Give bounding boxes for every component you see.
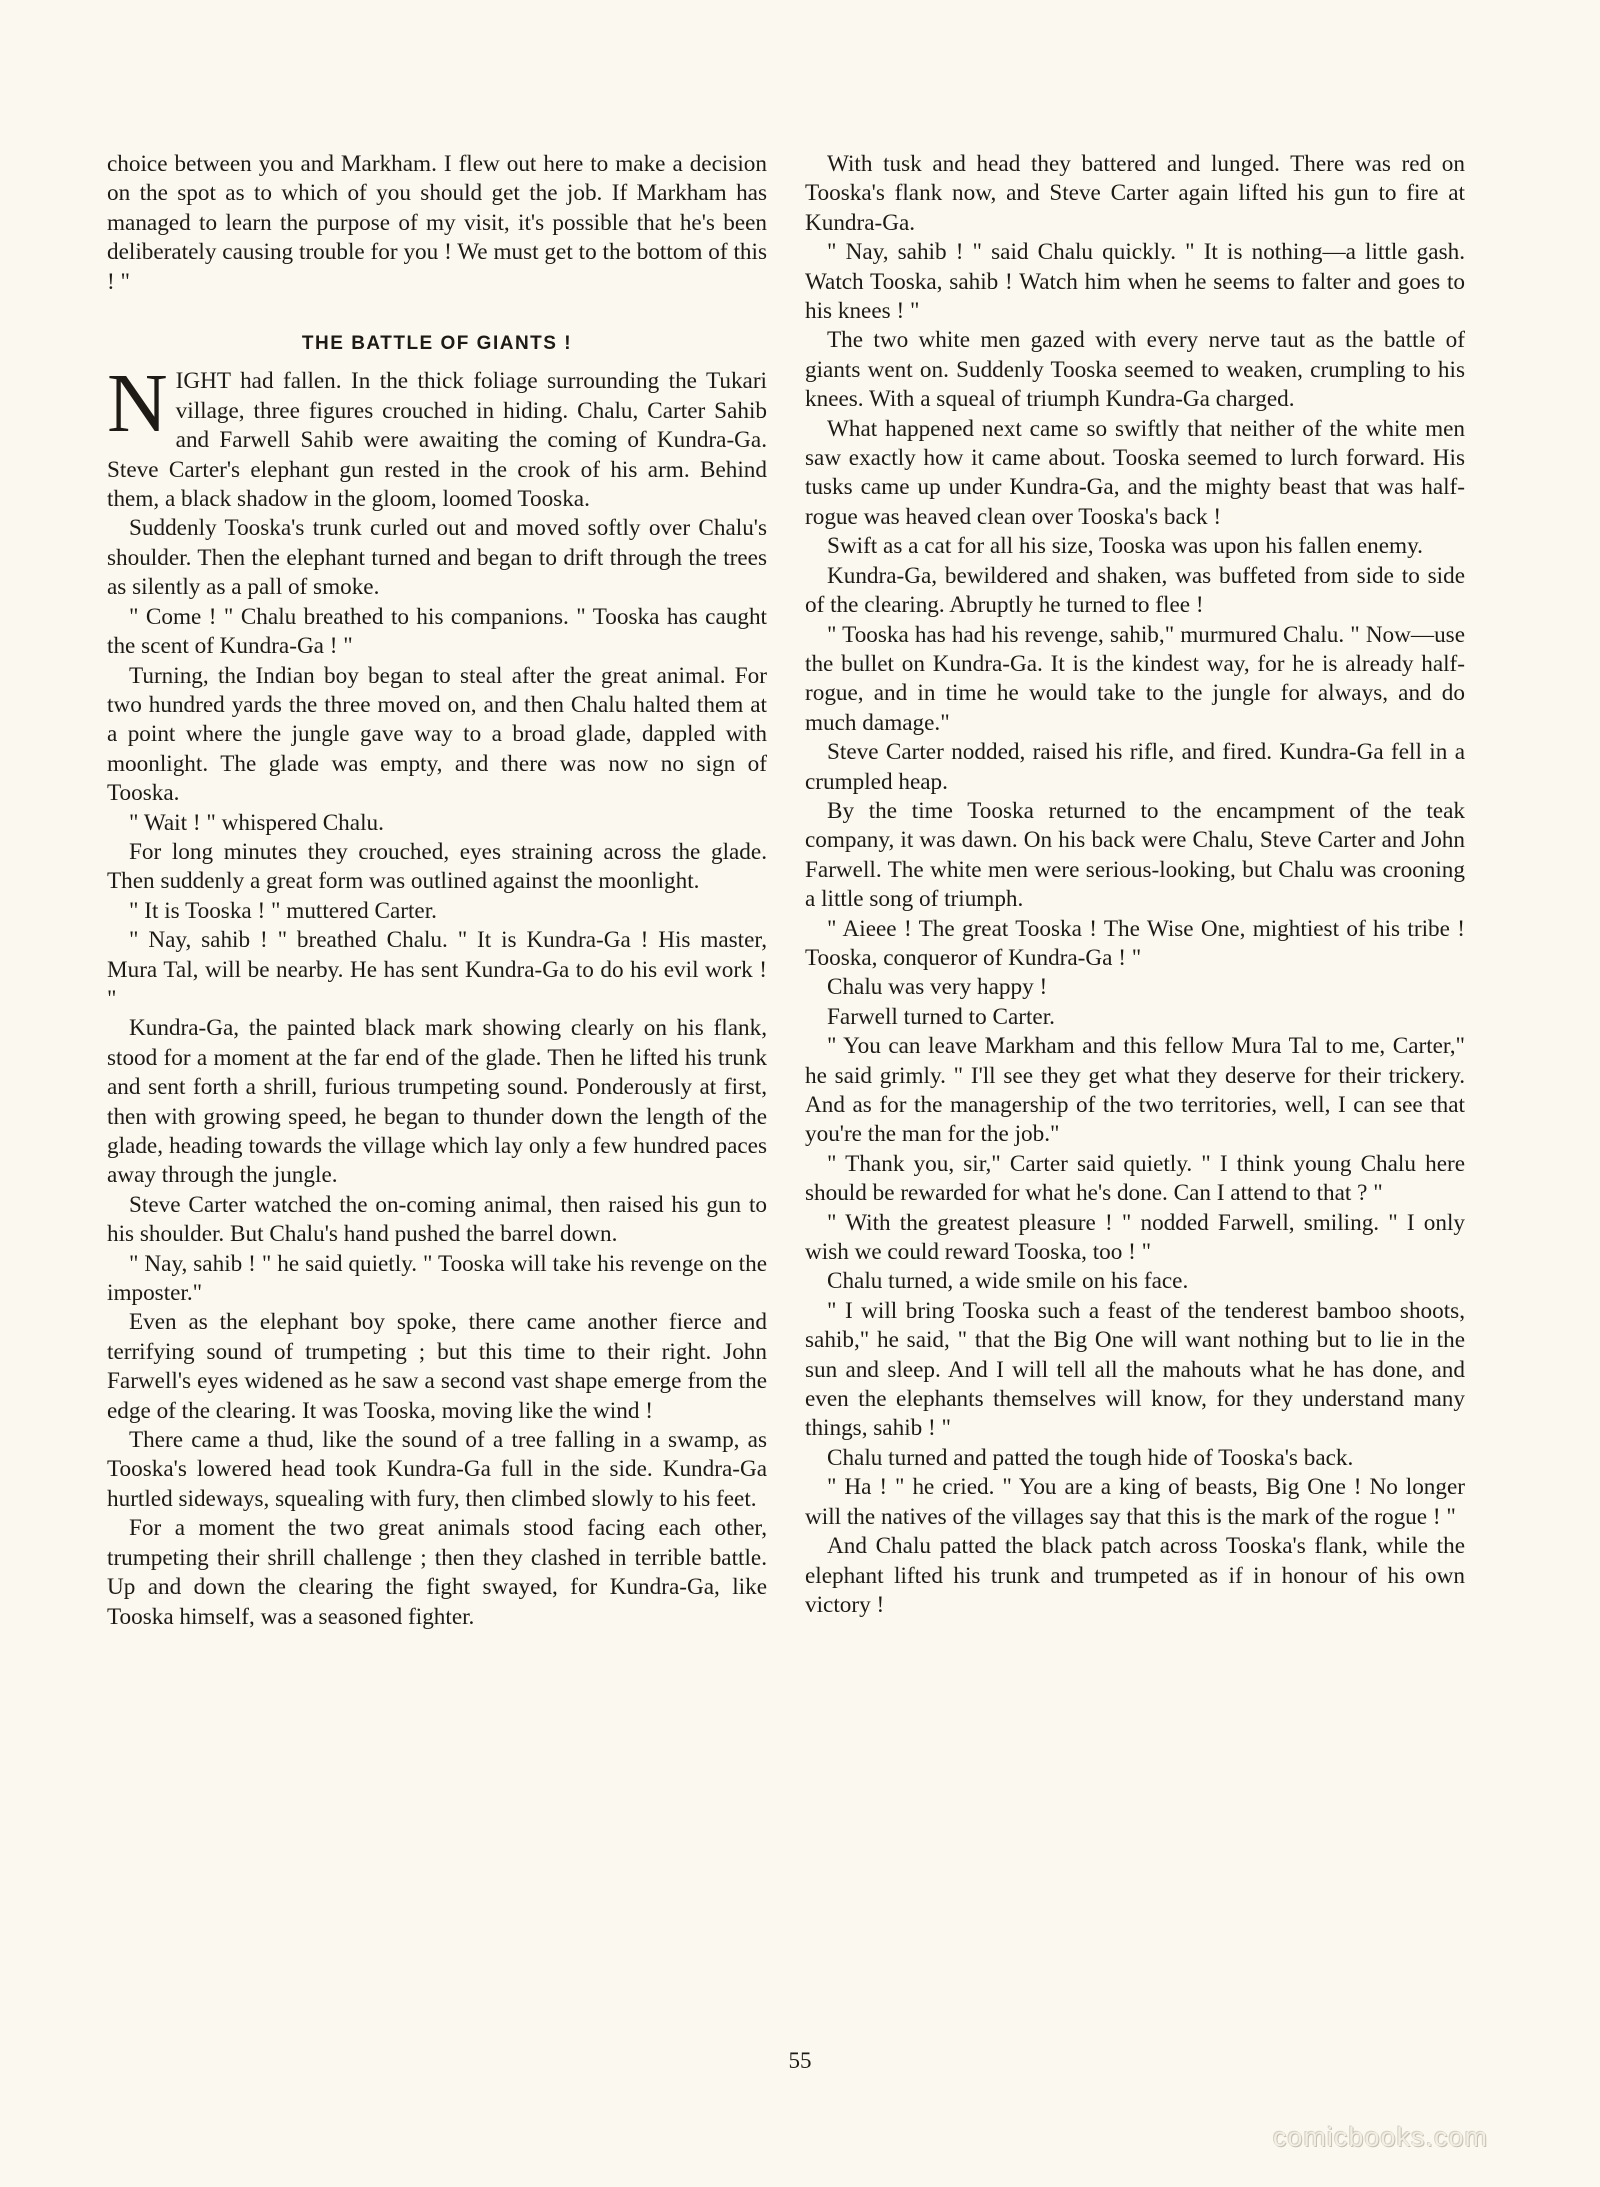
paragraph: The two white men gazed with every nerve taut as the battle of giants went on. Suddenly Tooska seemed to weaken, crumpling to his knees. With a squeal of triumph Kundra-Ga charged. — [805, 327, 1465, 413]
paragraph: Kundra-Ga, bewildered and shaken, was buffeted from side to side of the clearing. Abruptly he turned to flee ! — [805, 562, 1465, 619]
paragraph: " Ha ! " he cried. " You are a king of beasts, Big One ! No longer will the natives of the villages say that this is the mark of the rogue ! " — [805, 1474, 1465, 1530]
paragraph: " Wait ! " whispered Chalu. — [129, 809, 384, 836]
opening-paragraph — [107, 357, 767, 514]
paragraph: " Tooska has had his revenge, sahib," murmured Chalu. " Now—use the bullet on Kundra-Ga. It is the kindest way, for he is already half-rogue, and in time he would take to the jungle for always, and do much damage." — [805, 621, 1465, 736]
paragraph: Chalu turned and patted the tough hide of Tooska's back. — [827, 1444, 1354, 1471]
paragraph: Suddenly Tooska's trunk curled out and moved softly over Chalu's shoulder. Then the elephant turned and began to drift through the trees as silently as a pall of smoke. — [107, 515, 767, 601]
page-number: 55 — [788, 2048, 812, 2073]
paragraph: There came a thud, like the sound of a tree falling in a swamp, as Tooska's lowered head took Kundra-Ga full in the side. Kundra-Ga hurtled sideways, squealing with fury, then climbed slowly to his feet. — [107, 1427, 767, 1512]
paragraph: For long minutes they crouched, eyes straining across the glade. Then suddenly a great form was outlined against the moonlight. — [107, 838, 767, 895]
paragraph: What happened next came so swiftly that neither of the white men saw exactly how it came about. Tooska seemed to lurch forward. His tusks came up under Kundra-Ga, and the mighty beast that was half-rogue was heaved clean over Tooska's back ! — [805, 415, 1465, 530]
opening-paragraph-text: IGHT had fallen. In the thick foliage surrounding the Tukari village, three figures crouched in hiding. Chalu, Carter Sahib and Farwell Sahib were awaiting the coming of Kundra-Ga. Steve Carter's elephant gun rested in the crook of his arm. Behind them, a black shadow in the gloom, loomed Tooska. — [107, 368, 767, 513]
section-heading: THE BATTLE OF GIANTS ! — [301, 333, 573, 355]
watermark: comicbooks.com — [1272, 2122, 1488, 2152]
paragraph: Steve Carter watched the on-coming animal, then raised his gun to his shoulder. But Chalu's hand pushed the barrel down. — [107, 1191, 767, 1248]
paragraph: Steve Carter nodded, raised his rifle, and fired. Kundra-Ga fell in a crumpled heap. — [805, 739, 1465, 795]
left-column — [107, 150, 767, 1632]
paragraph: Even as the elephant boy spoke, there came another fierce and terrifying sound of trumpeting ; but this time to their right. John Farwell's eyes widened as he saw a second vast shape emerge from the edge of the clearing. It was Tooska, moving like the wind ! — [107, 1309, 767, 1424]
paragraph: By the time Tooska returned to the encampment of the teak company, it was dawn. On his back were Chalu, Steve Carter and John Farwell. The white men were serious-looking, but Chalu was crooning a little song of triumph. — [805, 797, 1465, 913]
paragraph: " Nay, sahib ! " said Chalu quickly. " It is nothing—a little gash. Watch Tooska, sahib ! Watch him when he seems to falter and goes to his knees ! " — [805, 239, 1465, 325]
paragraph: " You can leave Markham and this fellow Mura Tal to me, Carter," he said grimly. " I'll see they get what they deserve for their trickery. And as for the managership of the two territories, well, I can see that you're the man for the job." — [805, 1033, 1465, 1148]
paragraph: " With the greatest pleasure ! " nodded Farwell, smiling. " I only wish we could reward Tooska, too ! " — [805, 1209, 1465, 1266]
paragraph: For a moment the two great animals stood facing each other, trumpeting their shrill challenge ; then they clashed in terrible battle. Up and down the clearing the fight swayed, for Kundra-Ga, like Tooska himself, was a seasoned fighter. — [107, 1515, 767, 1630]
right-column — [805, 150, 1465, 1620]
paragraph: " Thank you, sir," Carter said quietly. " I think young Chalu here should be rewarded for what he's done. Can I attend to that ? " — [805, 1150, 1465, 1207]
paragraph: " Come ! " Chalu breathed to his companions. " Tooska has caught the scent of Kundra-Ga ! " — [107, 603, 767, 660]
paragraph: Chalu turned, a wide smile on his face. — [827, 1268, 1189, 1295]
paragraph: With tusk and head they battered and lunged. There was red on Tooska's flank now, and Steve Carter again lifted his gun to fire at Kundra-Ga. — [805, 151, 1465, 236]
paragraph: " It is Tooska ! " muttered Carter. — [129, 897, 437, 924]
paragraph: Kundra-Ga, the painted black mark showing clearly on his flank, stood for a moment at the far end of the glade. Then he lifted his trunk and sent forth a shrill, furious trumpeting sound. Ponderously at first, then with growing speed, he began to thunder down the length of the glade, heading towards the village which lay only a few hundred paces away through the jungle. — [107, 1015, 767, 1189]
paragraph: " Aieee ! The great Tooska ! The Wise One, mightiest of his tribe ! Tooska, conqueror of Kundra-Ga ! " — [805, 915, 1465, 971]
paragraph: " Nay, sahib ! " breathed Chalu. " It is Kundra-Ga ! His master, Mura Tal, will be nearby. He has sent Kundra-Ga to do his evil work ! " — [107, 927, 767, 1012]
paragraph: choice between you and Markham. I flew out here to make a decision on the spot as to which of you should get the job. If Markham has managed to learn the purpose of my visit, it's possible that he's been deliberately causing trouble for you ! We must get to the bottom of this ! " — [107, 151, 767, 295]
paragraph: Chalu was very happy ! — [827, 974, 1048, 1001]
paragraph: Swift as a cat for all his size, Tooska was upon his fallen enemy. — [827, 533, 1423, 560]
drop-cap: N — [107, 357, 168, 451]
paragraph: Turning, the Indian boy began to steal after the great animal. For two hundred yards the three moved on, and then Chalu halted them at a point where the jungle gave way to a broad glade, dappled with moonlight. The glade was empty, and there was now no sign of Tooska. — [107, 662, 767, 807]
paragraph: Farwell turned to Carter. — [827, 1003, 1055, 1030]
paragraph: And Chalu patted the black patch across Tooska's flank, while the elephant lifted his trunk and trumpeted as if in honour of his own victory ! — [805, 1533, 1465, 1618]
paragraph: " Nay, sahib ! " he said quietly. " Tooska will take his revenge on the imposter." — [107, 1250, 767, 1307]
paragraph: " I will bring Tooska such a feast of the tenderest bamboo shoots, sahib," he said, " that the Big One will want nothing but to lie in the sun and sleep. And I will tell all the mahouts what he has done, and even the elephants themselves will know, for they understand many things, sahib ! " — [805, 1297, 1465, 1442]
